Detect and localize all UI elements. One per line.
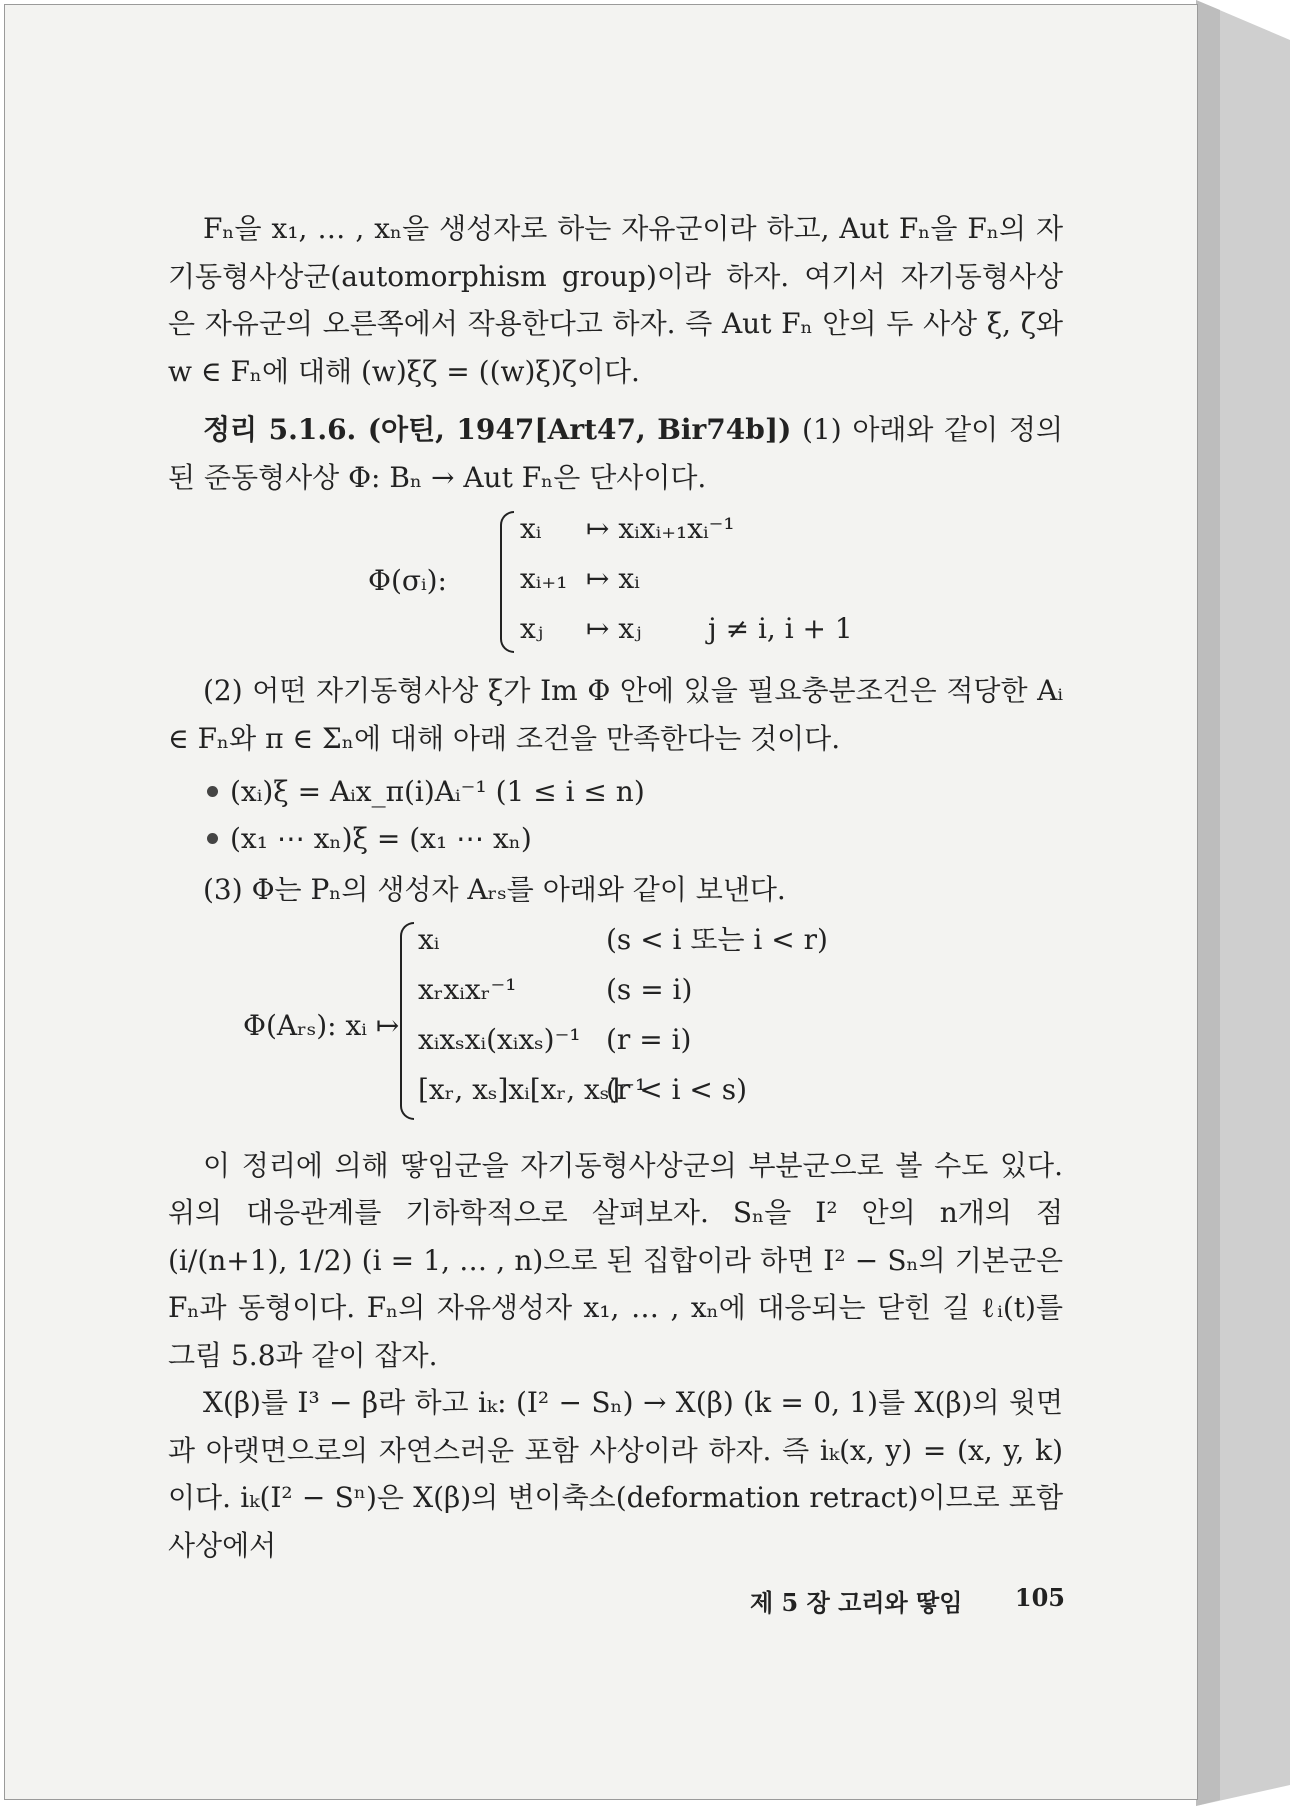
map2-row-3-image: xᵢxₛxᵢ(xᵢxₛ)⁻¹	[418, 1022, 581, 1056]
condition-item-1: (xᵢ)ξ = Aᵢx_π(i)Aᵢ⁻¹ (1 ≤ i ≤ n)	[230, 768, 1063, 815]
condition-list	[230, 768, 1063, 862]
page-content	[168, 205, 1063, 1569]
paragraph-geometric-view: 이 정리에 의해 땋임군을 자기동형사상군의 부분군으로 볼 수도 있다. 위의 대응관계를 기하학적으로 살펴보자. Sₙ을 I² 안의 n개의 점 (i/(n+1), 1/2) (i = 1, … , n)으로 된 집합이라 하면 I² − Sₙ의 기본군은 Fₙ과 동형이다. Fₙ의 자유생성자 x₁, … , xₙ에 대응되는 닫힌 길 ℓᵢ(t)를 그림 5.8과 같이 잡자.	[168, 1148, 1063, 1372]
map2-row-2-condition: (s = i)	[606, 972, 693, 1006]
map1-lhs: Φ(σᵢ):	[368, 564, 447, 597]
map1-row-2-image: ↦ xᵢ	[586, 562, 640, 595]
artin-map-equation	[168, 507, 1063, 657]
theorem-part-2: (2) 어떤 자기동형사상 ξ가 Im Φ 안에 있을 필요충분조건은 적당한 Aᵢ ∈ Fₙ와 π ∈ Σₙ에 대해 아래 조건을 만족한다는 것이다.	[168, 674, 1063, 755]
theorem-label: 정리 5.1.6. (아틴, 1947[Art47, Bir74b])	[203, 413, 792, 446]
map1-row-3-var: xⱼ	[520, 612, 544, 645]
theorem-part-3: (3) Φ는 Pₙ의 생성자 Aᵣₛ를 아래와 같이 보낸다.	[203, 873, 786, 906]
map1-row-3-image: ↦ xⱼ	[586, 612, 642, 645]
map1-row-2-var: xᵢ₊₁	[520, 562, 568, 595]
map1-row-1-var: xᵢ	[520, 512, 542, 545]
footer-chapter: 제 5 장 고리와 땋임	[750, 1588, 963, 1617]
map1-brace	[500, 511, 514, 653]
paragraph-inclusion-maps: X(β)를 I³ − β라 하고 iₖ: (I² − Sₙ) → X(β) (k = 0, 1)를 X(β)의 윗면과 아랫면으로의 자연스러운 포함 사상이라 하자. 즉 iₖ(x, y) = (x, y, k)이다. iₖ(I² − Sⁿ)은 X(β)의 변이축소(deformation retract)이므로 포함사상에서	[168, 1386, 1063, 1562]
theorem-5-1-6	[168, 406, 1063, 501]
paragraph-free-group: Fₙ을 x₁, … , xₙ을 생성자로 하는 자유군이라 하고, Aut Fₙ을 Fₙ의 자기동형사상군(automorphism group)이라 하자. 여기서 자기동형사상은 자유군의 오른쪽에서 작용한다고 하자. 즉 Aut Fₙ 안의 두 사상 ξ, ζ와 w ∈ Fₙ에 대해 (w)ξζ = ((w)ξ)ζ이다.	[168, 212, 1063, 388]
map2-row-4-image: [xᵣ, xₛ]xᵢ[xᵣ, xₛ]⁻¹	[418, 1072, 647, 1106]
map2-row-3-condition: (r = i)	[606, 1022, 692, 1056]
map2-row-1-image: xᵢ	[418, 922, 440, 956]
book-page	[4, 4, 1198, 1800]
pure-braid-generator-equation	[168, 918, 1063, 1128]
map2-row-4-condition: (r < i < s)	[606, 1072, 748, 1106]
page-footer	[750, 1583, 1065, 1618]
map1-row-1-image: ↦ xᵢxᵢ₊₁xᵢ⁻¹	[586, 512, 735, 545]
map2-row-2-image: xᵣxᵢxᵣ⁻¹	[418, 972, 517, 1006]
book-side-edge	[1190, 0, 1290, 1806]
page-number: 105	[1014, 1583, 1065, 1612]
theorem-part-1: (1) 아래와 같이 정의된 준동형사상 Φ: Bₙ → Aut Fₙ은 단사이다.	[168, 413, 1063, 494]
map2-brace	[400, 922, 414, 1120]
condition-item-2: (x₁ ⋯ xₙ)ξ = (x₁ ⋯ xₙ)	[230, 815, 1063, 862]
map2-lhs: Φ(Aᵣₛ): xᵢ ↦	[243, 1008, 400, 1042]
map1-row-3-condition: j ≠ i, i + 1	[708, 612, 853, 645]
map2-row-1-condition: (s < i 또는 i < r)	[606, 922, 828, 956]
